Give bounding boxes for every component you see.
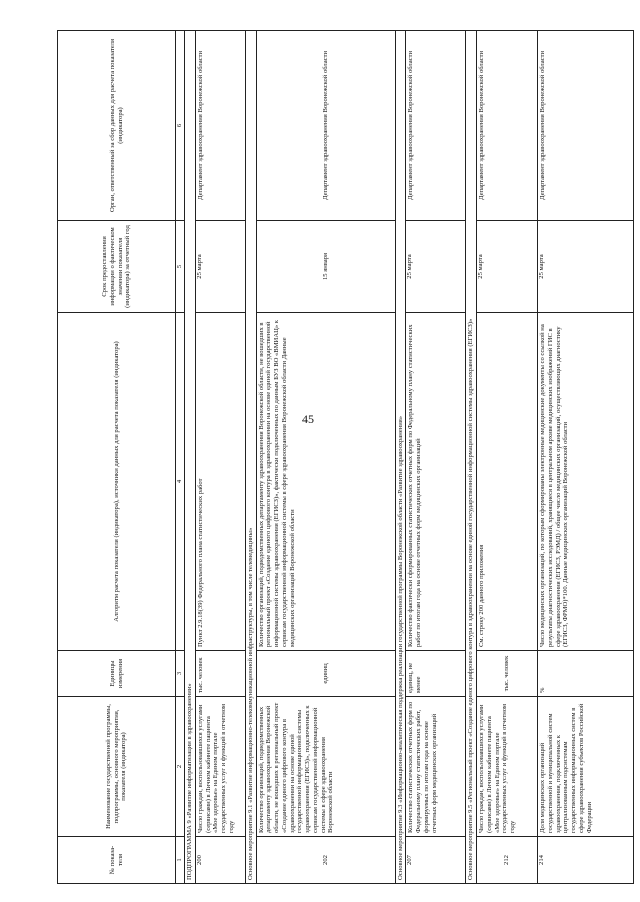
table-row — [256, 31, 395, 884]
column-header: Срок предоставления информации о фактическом значении показателя (индикатора) за отчетный год — [58, 221, 176, 313]
indicator-number: 202 — [256, 837, 395, 884]
indicator-algorithm: Пункт 2.9.18(39) Федерального плана статистических работ — [195, 313, 245, 651]
indicator-name: Количество статистических отчетных форм по Федеральному плану статистических работ, формируемых по итогам года на основе отчетных форм медицинских организаций — [406, 697, 466, 837]
indicator-name: Число граждан, воспользовавшихся услугами (сервисами) в Личном кабинете пациента «Мое здоровье» на Едином портале государственных услуг и функций в отчетном году — [195, 697, 245, 837]
column-index: 4 — [176, 313, 185, 651]
indicator-unit: тыс. человек — [195, 651, 245, 697]
table-row — [477, 31, 538, 884]
indicator-unit: тыс. человек — [477, 651, 538, 697]
indicator-org: Департамент здравоохранения Воронежской области — [195, 31, 245, 221]
section-heading: ПОДПРОГРАММА 9 «Развитие информатизации в здравоохранении» — [185, 31, 196, 884]
column-header: Орган, ответственный за сбор данных для расчета показателя (индикатора) — [58, 31, 176, 221]
indicator-unit: единиц, не менее — [406, 651, 466, 697]
indicator-number: 214 — [538, 837, 634, 884]
indicator-org: Департамент здравоохранения Воронежской области — [406, 31, 466, 221]
header-row — [58, 31, 176, 884]
indicator-algorithm: См. строку 200 данного приложения — [477, 313, 538, 651]
indicator-algorithm: Количество организаций, подведомственных департаменту здравоохранения Воронежской области, не вошедших в региональный проект «Создание единого цифрового контура в здравоохранении на основе единой государственной информационной системы здравоохранения (ЕГИСЗ)», фактически подключенных по данным БУЗ ВО «ВМИАЦ» к сервисам государственной информационной системы в сфере здравоохранения Воронежской области Данные медицинских организаций Воронежской области — [256, 313, 395, 651]
indicator-deadline: 25 марта — [538, 221, 634, 313]
column-index: 5 — [176, 221, 185, 313]
column-index: 1 — [176, 837, 185, 884]
table-row — [406, 31, 466, 884]
column-index: 2 — [176, 697, 185, 837]
indicator-unit: % — [538, 651, 634, 697]
column-index: 6 — [176, 31, 185, 221]
indicator-algorithm: Количество фактически сформированных статистических отчетных форм по Федеральному плану статистических работ по итогам года на основе отчетных форм медицинских организаций — [406, 313, 466, 651]
indicator-number: 212 — [477, 837, 538, 884]
indicator-org: Департамент здравоохранения Воронежской области — [256, 31, 395, 221]
column-header: Алгоритм расчета показателя (индикатора), источники данных для расчета показателя (индикатора) — [58, 313, 176, 651]
indicator-org: Департамент здравоохранения Воронежской области — [477, 31, 538, 221]
column-header: № показа-теля — [58, 837, 176, 884]
indicator-number: 207 — [406, 837, 466, 884]
page-number: 45 — [302, 412, 314, 426]
indicator-unit: единиц — [256, 651, 395, 697]
section-heading: Основное мероприятие 9.5 «Региональный проект «Создание единого цифрового контура в здравоохранении на основе единой государственной информационной системы здравоохранения (ЕГИСЗ)» — [466, 31, 477, 884]
column-index: 3 — [176, 651, 185, 697]
column-index-row — [176, 31, 185, 884]
table-row — [195, 31, 245, 884]
indicator-deadline: 15 января — [256, 221, 395, 313]
indicator-number: 200 — [195, 837, 245, 884]
indicator-name: Доля медицинских организаций государственной и муниципальной систем здравоохранения, подключенных к централизованным подсистемам государственных информационных систем в сфере здравоохранения субъектов Российской Федерации — [538, 697, 634, 837]
indicator-table — [57, 30, 634, 884]
indicator-org: Департамент здравоохранения Воронежской области — [538, 31, 634, 221]
indicator-deadline: 25 марта — [406, 221, 466, 313]
indicator-deadline: 25 марта — [477, 221, 538, 313]
indicator-name: Число граждан, воспользовавшихся услугами (сервисами) в Личном кабинете пациента «Мое здоровье» на Едином портале государственных услуг и функций в отчетном году — [477, 697, 538, 837]
section-heading: Основное мероприятие 9.1 «Развитие информационно-телекоммуникационной инфраструктуры, в том числе телемедицины» — [245, 31, 256, 884]
column-header: Единицы измерения — [58, 651, 176, 697]
indicator-name: Количество организаций, подведомственных департаменту здравоохранения Воронежской области, не вошедших в региональный проект «Создание единого цифрового контура в здравоохранении на основе единой государственной информационной системы здравоохранения (ЕГИСЗ)», подключенных к сервисам государственной информационной системы в сфере здравоохранения Воронежской области — [256, 697, 395, 837]
indicator-algorithm: Число медицинских организаций, по которым сформированы электронные медицинские документы со ссылкой на результаты диагностических исследований, хранящиеся в центральном архиве медицинских изображений ГИС в сфере здравоохранения (ЕГИСЗ, РЭМД) / общее число медицинских организаций, осуществляющих диагностику (ЕГИСЗ, ФРМО)*100. Данные медицинских организаций Воронежской области — [538, 313, 634, 651]
table-row — [538, 31, 634, 884]
indicator-deadline: 25 марта — [195, 221, 245, 313]
column-header: Наименование государственной программы, подпрограммы, основного мероприятия, показателя (индикатора) — [58, 697, 176, 837]
section-heading: Основное мероприятие 9.3 «Информационно-аналитическая поддержка реализации государственной программы Воронежской области «Развитие здравоохранения» — [395, 31, 406, 884]
